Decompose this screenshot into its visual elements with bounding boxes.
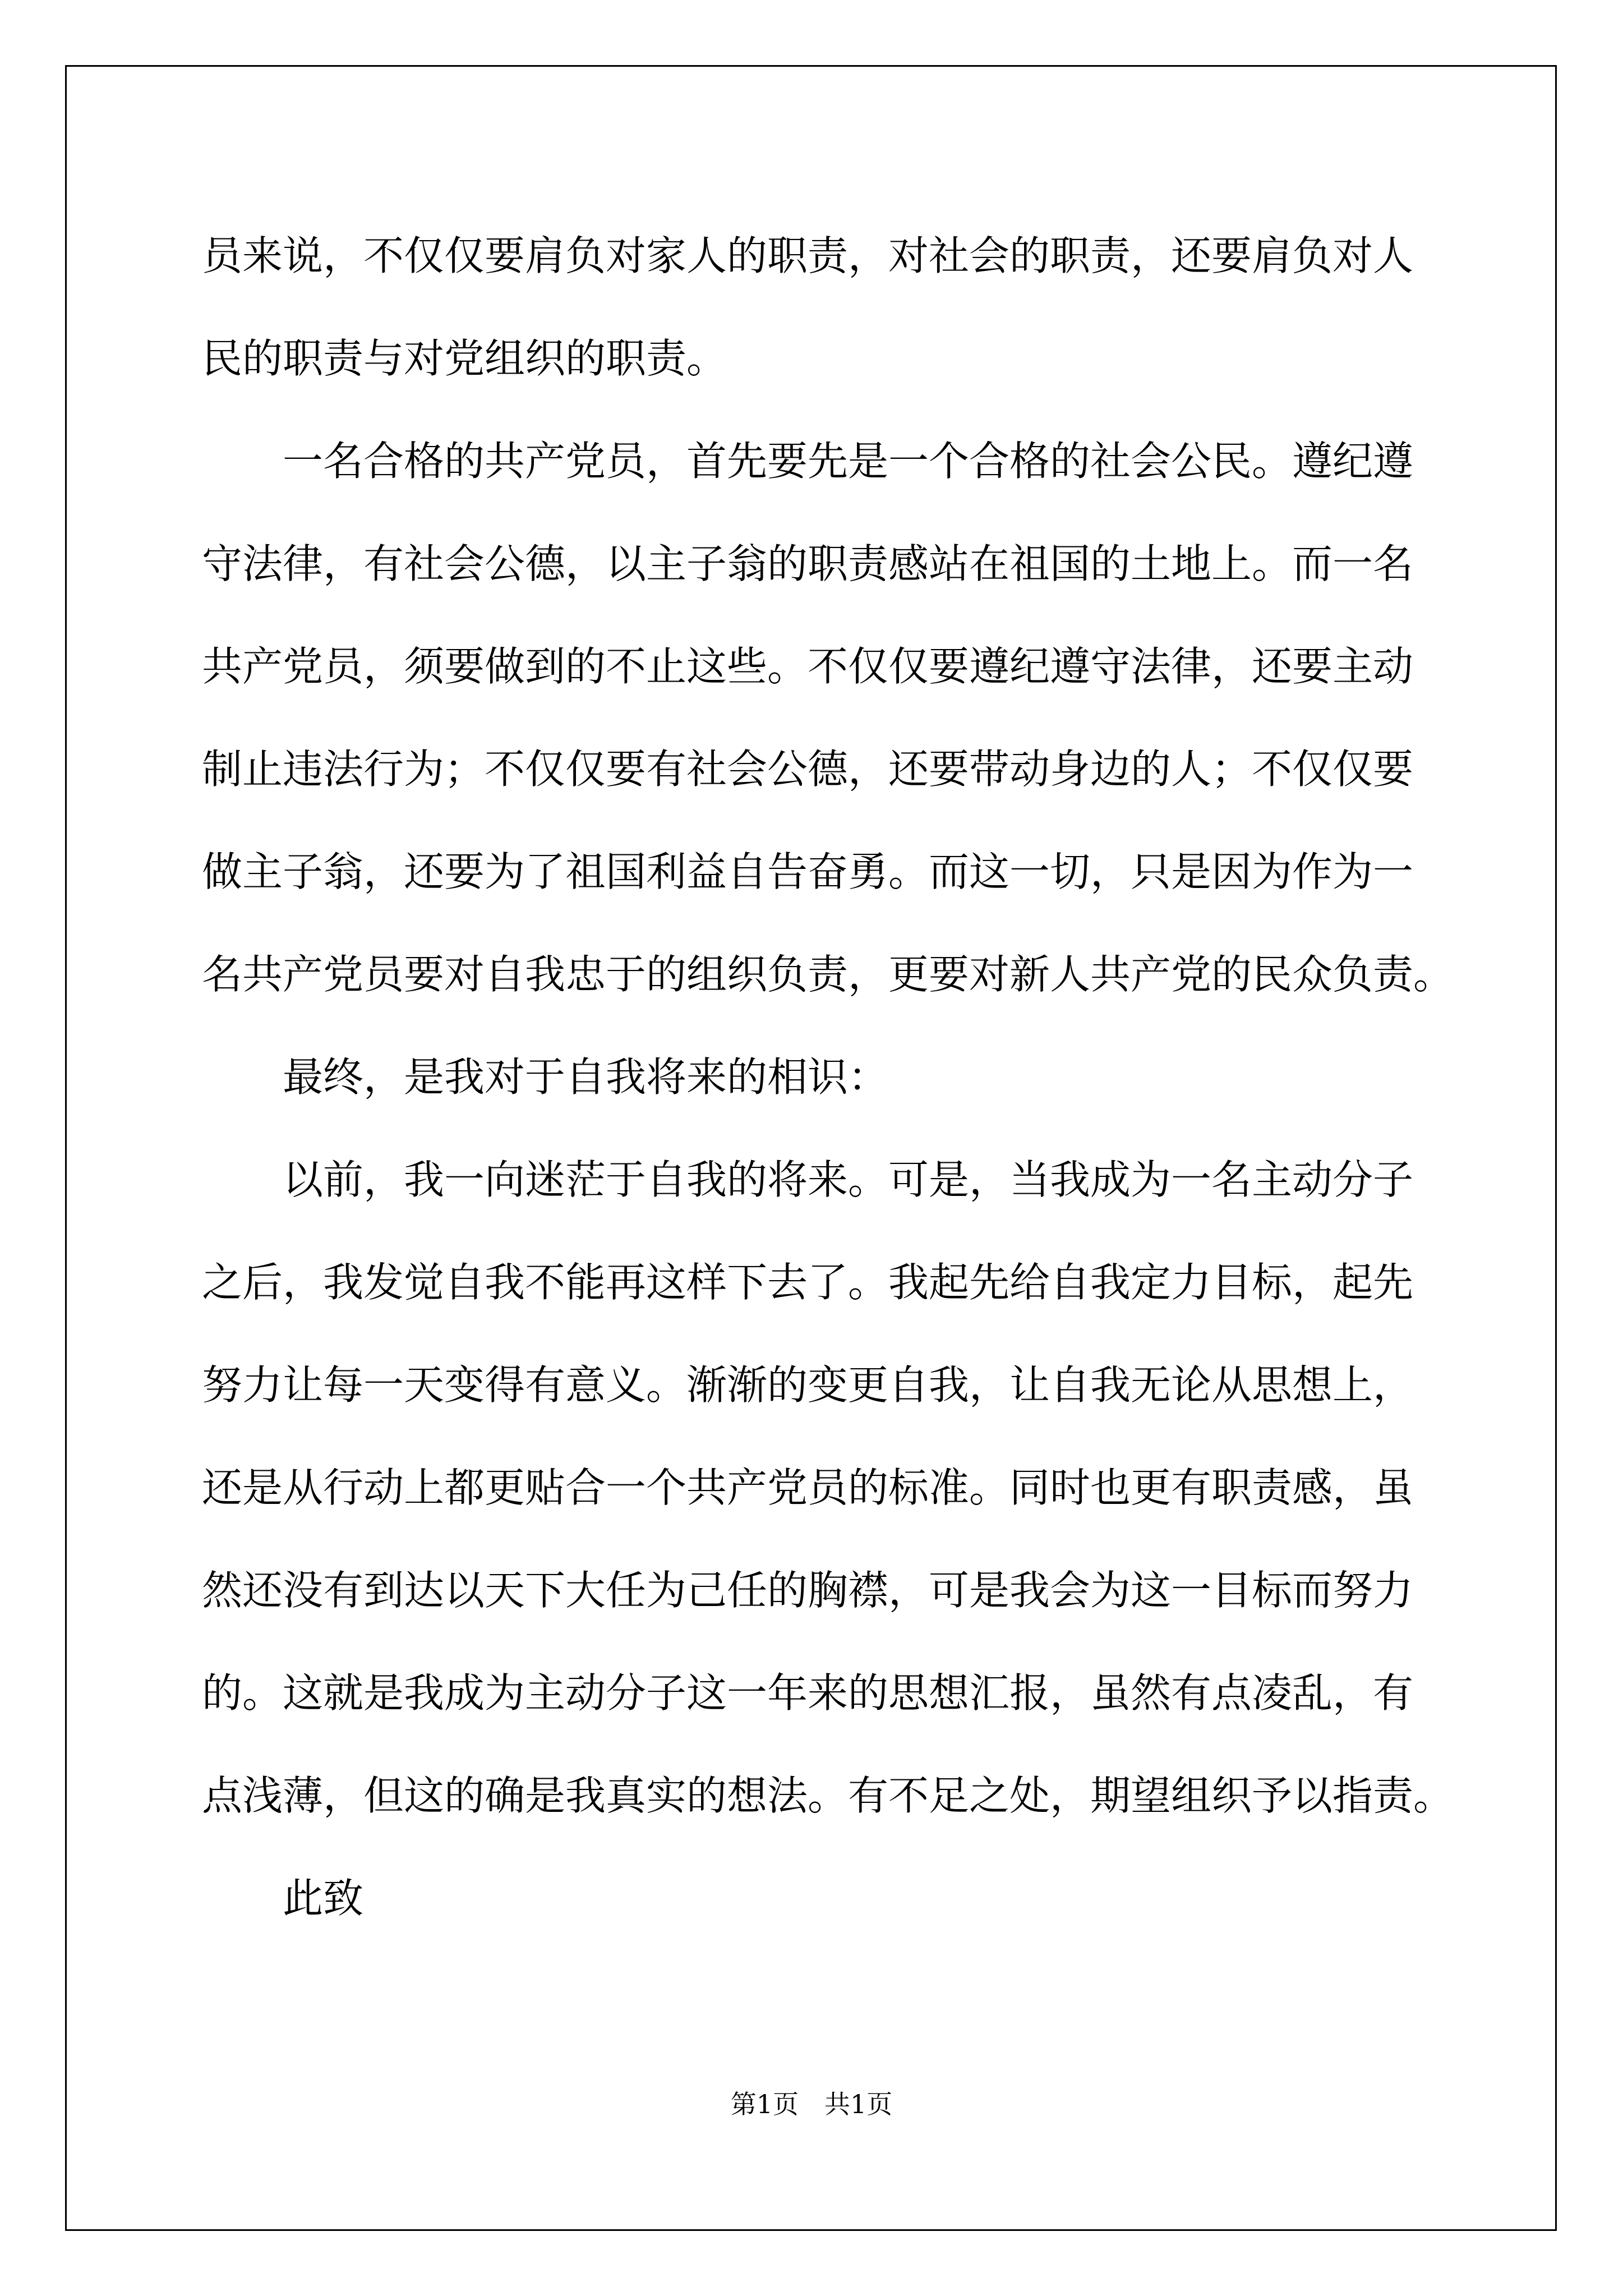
paragraph-2: [202, 410, 1454, 1026]
page-number-current: 第1页: [730, 2089, 799, 2119]
text-line: 之后，我发觉自我不能再这样下去了。我起先给自我定力目标，起先: [202, 1259, 1414, 1306]
text-line: 守法律，有社会公德，以主子翁的职责感站在祖国的土地上。而一名: [202, 540, 1414, 587]
page-number-total: 共1页: [824, 2089, 893, 2119]
paragraph-3: [202, 1026, 1436, 1129]
text-line: 员来说，不仅仅要肩负对家人的职责，对社会的职责，还要肩负对人: [202, 232, 1414, 279]
paragraph-1: [202, 205, 1436, 410]
text-line: 民的职责与对党组织的职责。: [202, 335, 727, 382]
text-line: 此致: [283, 1875, 364, 1922]
text-line: 还是从行动上都更贴合一个共产党员的标准。同时也更有职责感，虽: [202, 1464, 1414, 1511]
text-line: 一名合格的共产党员，首先要先是一个合格的社会公民。遵纪遵: [283, 438, 1414, 485]
text-line: 努力让每一天变得有意义。渐渐的变更自我，让自我无论从思想上，: [202, 1361, 1414, 1409]
text-line: 以前，我一向迷茫于自我的将来。可是，当我成为一名主动分子: [283, 1156, 1414, 1203]
document-body: [202, 205, 1454, 1950]
text-line: 的。这就是我成为主动分子这一年来的思想汇报，虽然有点凌乱，有: [202, 1669, 1414, 1717]
text-line: 点浅薄，但这的确是我真实的想法。有不足之处，期望组织予以指责。: [202, 1772, 1454, 1819]
text-line: 做主子翁，还要为了祖国利益自告奋勇。而这一切，只是因为作为一: [202, 848, 1414, 895]
page-footer: [0, 2084, 1623, 2121]
text-line: 名共产党员要对自我忠于的组织负责，更要对新人共产党的民众负责。: [202, 951, 1454, 998]
paragraph-4: [202, 1129, 1454, 1847]
text-line: 共产党员，须要做到的不止这些。不仅仅要遵纪遵守法律，还要主动: [202, 643, 1414, 690]
text-line: 制止违法行为；不仅仅要有社会公德，还要带动身边的人；不仅仅要: [202, 746, 1414, 793]
text-line: 最终，是我对于自我将来的相识：: [283, 1053, 889, 1101]
text-line: 然还没有到达以天下大任为己任的胸襟，可是我会为这一目标而努力: [202, 1567, 1414, 1614]
paragraph-5: [202, 1847, 1436, 1950]
